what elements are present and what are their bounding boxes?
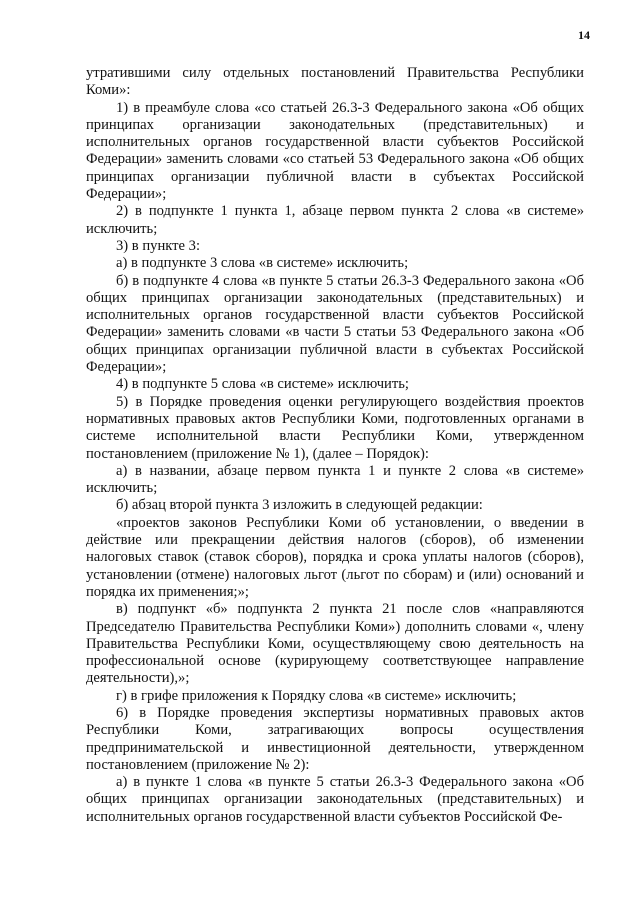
paragraph-quote: «проектов законов Республики Коми об установлении, о введении в действие или прекращении действия налогов (сборов), об изменении налоговых ставок (ставок сборов), порядка и срока уплаты налогов (сборов), установлении (отмене) налоговых льгот (льгот по сборам) и (или) оснований и порядка их применения;»; <box>86 514 584 600</box>
paragraph-item-4: 4) в подпункте 5 слова «в системе» исключить; <box>116 376 409 393</box>
paragraph-item-2: 2) в подпункте 1 пункта 1, абзаце первом пункта 2 слова «в системе» исключить; <box>86 203 584 237</box>
paragraph-item-3a: а) в подпункте 3 слова «в системе» исключить; <box>116 255 409 272</box>
paragraph-item-3: 3) в пункте 3: <box>116 237 201 254</box>
page-number: 14 <box>578 28 590 42</box>
paragraph-item-3b: б) в подпункте 4 слова «в пункте 5 статьи 26.3-3 Федерального закона «Об общих принципах организации законодательных (представительных) и исполнительных органов государственной власти субъектов Российской Федерации» заменить словами «в части 5 статьи 53 Федерального закона «Об общих принципах организации публичной власти в субъектах Российской Федерации»; <box>86 272 584 376</box>
paragraph-item-1: 1) в преамбуле слова «со статьей 26.3-3 Федерального закона «Об общих принципах организации законодательных (представительных) и исполнительных органов государственной власти субъектов Российской Федерации» заменить словами «со статьей 53 Федерального закона «Об общих принципах организации публичной власти в субъектах Российской Федерации»; <box>86 99 584 203</box>
paragraph-item-6: 6) в Порядке проведения экспертизы нормативных правовых актов Республики Коми, затрагивающих вопросы осуществления предпринимательской и инвестиционной деятельности, утвержденном постановлением (приложение № 2): <box>86 704 584 773</box>
paragraph-intro: утратившими силу отдельных постановлений Правительства Республики Коми»: <box>86 65 584 99</box>
paragraph-item-5: 5) в Порядке проведения оценки регулирующего воздействия проектов нормативных правовых актов Республики Коми, подготовленных органами в системе исполнительной власти Республики Коми, утвержденном постановлением (приложение № 1), (далее – Порядок): <box>86 393 584 462</box>
document-body <box>86 65 584 826</box>
paragraph-item-6a: а) в пункте 1 слова «в пункте 5 статьи 26.3-3 Федерального закона «Об общих принципах организации законодательных (представительных) и исполнительных органов государственной власти субъектов Российской Фе- <box>86 774 584 825</box>
paragraph-item-5b: б) абзац второй пункта 3 изложить в следующей редакции: <box>116 497 483 514</box>
paragraph-item-5a: а) в названии, абзаце первом пункта 1 и пункте 2 слова «в системе» исключить; <box>86 462 584 497</box>
paragraph-item-5g: г) в грифе приложения к Порядку слова «в системе» исключить; <box>116 687 517 704</box>
paragraph-item-5v: в) подпункт «б» подпункта 2 пункта 21 после слов «направляются Председателю Правительства Республики Коми») дополнить словами «, члену Правительства Республики Коми, осуществляющему свою деятельность на профессиональной основе (курирующему соответствующее направление деятельности),»; <box>86 601 584 687</box>
